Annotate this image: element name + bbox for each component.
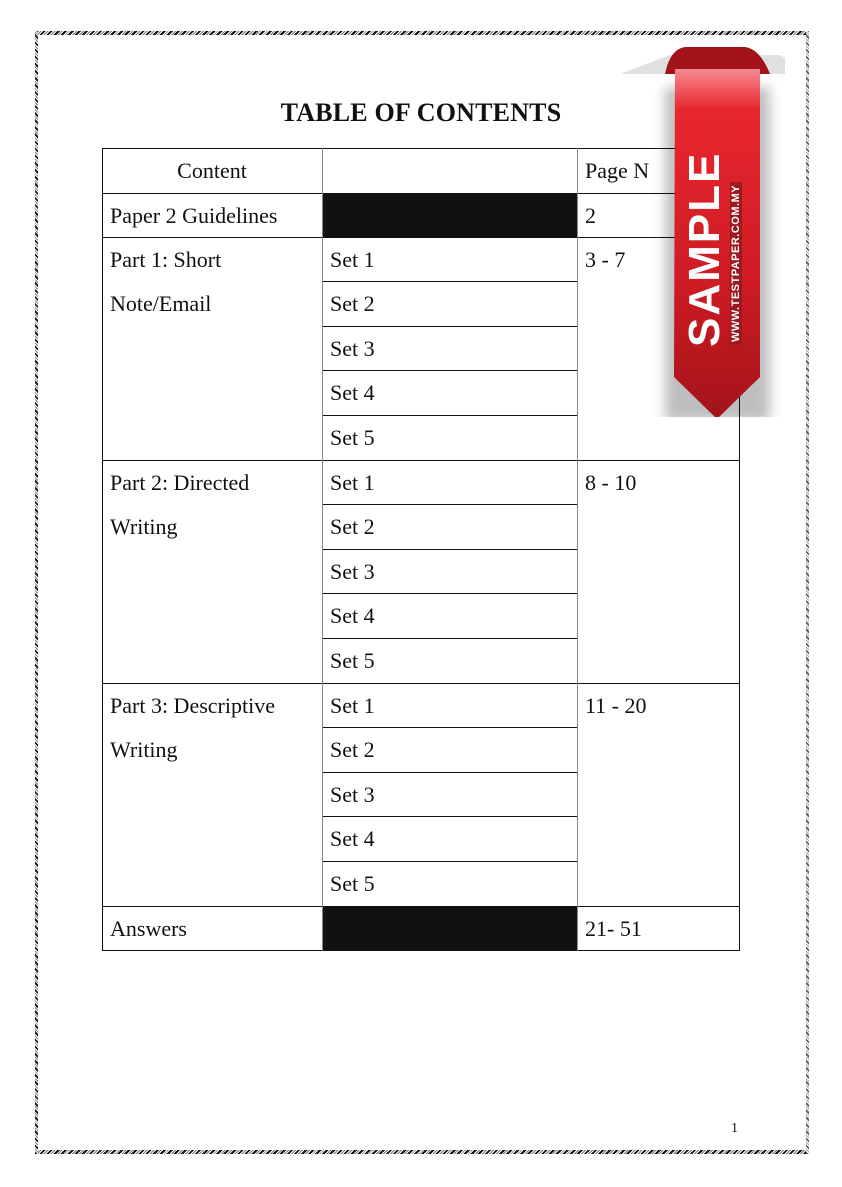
row-content: Part 3: Descriptive	[110, 693, 275, 718]
set-item: Set 1	[330, 247, 375, 272]
row-page: 3 - 7	[585, 247, 626, 272]
row-page: 11 - 20	[585, 693, 647, 718]
row-content: Part 1: Short	[110, 247, 222, 272]
header-content: Content	[177, 158, 247, 183]
page-title: TABLE OF CONTENTS	[280, 98, 562, 127]
set-item: Set 5	[330, 871, 375, 896]
set-item: Set 2	[330, 514, 375, 539]
page-number: 1	[731, 1121, 738, 1136]
set-item: Set 1	[330, 470, 375, 495]
row-page: 8 - 10	[585, 470, 637, 495]
set-item: Set 3	[330, 336, 375, 361]
page-border-right	[806, 31, 809, 1154]
row-content: Paper 2 Guidelines	[110, 203, 278, 228]
set-item: Set 1	[330, 693, 375, 718]
set-item: Set 4	[330, 826, 375, 851]
header-page-no: Page N	[585, 158, 650, 183]
set-item: Set 2	[330, 737, 375, 762]
row-content: Writing	[110, 514, 178, 539]
set-item: Set 2	[330, 291, 375, 316]
sample-label: SAMPLE	[680, 151, 729, 347]
sample-ribbon-watermark	[660, 47, 772, 419]
set-item: Set 3	[330, 782, 375, 807]
page-border-left	[35, 31, 38, 1154]
set-item: Set 5	[330, 425, 375, 450]
row-page: 21- 51	[585, 916, 642, 941]
row-content: Writing	[110, 737, 178, 762]
page-border-bottom	[36, 1150, 808, 1154]
redacted-cell	[322, 906, 577, 950]
set-item: Set 4	[330, 603, 375, 628]
row-page: 2	[585, 203, 596, 228]
row-content: Note/Email	[110, 291, 212, 316]
row-content: Part 2: Directed	[110, 470, 250, 495]
set-item: Set 4	[330, 380, 375, 405]
row-content: Answers	[110, 916, 187, 941]
set-item: Set 5	[330, 648, 375, 673]
set-item: Set 3	[330, 559, 375, 584]
redacted-cell	[322, 193, 577, 237]
sample-url: WWW.TESTPAPER.COM.MY	[730, 182, 742, 345]
